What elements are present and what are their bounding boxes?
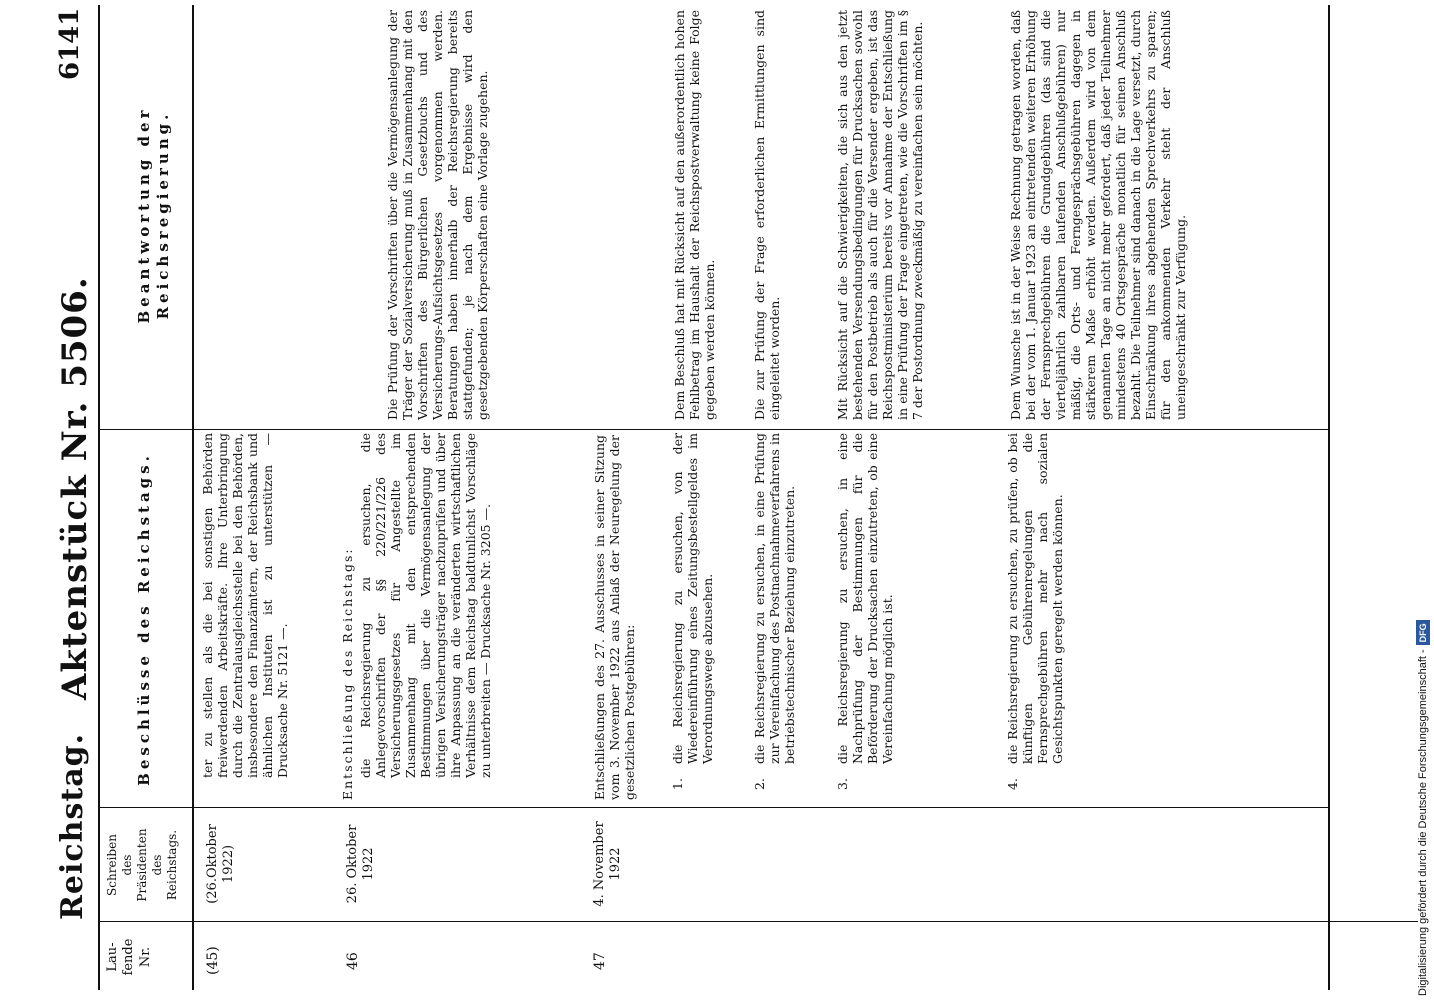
row-date: 4. November 1922 (592, 821, 623, 907)
row-beschluss-head: Entschließungen des 27. Ausschusses in seiner Sitzung vom 3. November 1922 aus Anlaß der Neuregelung der gesetzlichen Postgebühren: (592, 435, 637, 800)
row-rule-lower (1328, 5, 1330, 990)
col-rule-2 (98, 807, 1328, 808)
digitization-label: Digitalisierung gefördert durch die Deutsche Forschungsgemeinschaft - (1417, 649, 1429, 996)
col-rule-1 (98, 921, 1418, 922)
digitization-text (1410, 6, 1434, 996)
item-text: die Reichsregierung zu ersuchen, in eine Nachprüfung der Bestimmungen für die Beförderung der Drucksachen einzutreten, ob eine Vereinfachung möglich ist. (835, 433, 895, 764)
header-left (55, 733, 90, 920)
header-reichstag: Reichstag. (55, 732, 90, 920)
row-date: (26.Oktober 1922) (205, 824, 236, 904)
list-item (752, 433, 822, 790)
header-title: Aktenstück Nr. 5506. (55, 276, 95, 700)
row-antwort: Dem Wunsche ist in der Weise Rechnung getragen worden, daß bei der vom 1. Januar 1923 an eintretenden weiteren Erhöhung der Fernsprechgebühren die Grundgebühren (das sind die vierteljährlich zahlbaren laufenden Anschlußgebühren) nur mäßig, die Orts- und Ferngesprächsgebühren dagegen in stärkerem Maße erhöht werden. Außerdem wird von dem genannten Tage an nicht mehr gefordert, daß jeder Teilnehmer mindestens 40 Ortsgespräche monatlich für seinen Anschluß bezahlt. Die Teilnehmer sind danach in die Lage versetzt, durch Einschränkung ihres abgehenden Sprechverkehrs zu sparen; für den ankommenden Verkehr steht der Anschluß uneingeschränkt zur Verfügung. (1008, 10, 1188, 420)
item-text: die Reichsregierung zu ersuchen, in eine Prüfung zur Vereinfachung des Postnachnahmeverfahrens in betriebstechnischer Beziehung einzutreten. (752, 433, 797, 764)
list-item (670, 433, 740, 790)
list-item (1005, 433, 1075, 790)
row-antwort: Die zur Prüfung der Frage erforderlichen Ermittlungen sind eingeleitet worden. (752, 10, 782, 420)
row-antwort: Die Prüfung der Vorschriften über die Vermögensanlegung der Träger der Sozialversicherung muß in Zusammenhang mit den Vorschriften des Bürgerlichen Gesetzbuchs und des Versicherungs-Aufsichtsgesetzes vorgenommen werden. Beratungen haben innerhalb der Reichsregierung bereits stattgefunden; je nach dem Ergebnisse wird den gesetzgebenden Körperschaften eine Vorlage zugehen. (385, 10, 490, 420)
item-text: die Reichsregierung zu ersuchen, zu prüfen, ob bei künftigen Gebührenregelungen die Fernsprechgebühren mehr nach sozialen Gesichtspunkten geregelt werden können. (1005, 433, 1065, 764)
row-beschluss-head: Entschließung des Reichstags: (340, 547, 355, 800)
row-nr: 46 (345, 952, 361, 970)
header-bottom-rule (192, 5, 194, 990)
digitization-note (1406, 8, 1432, 998)
col-rule-3 (98, 429, 1328, 430)
row-antwort: Mit Rücksicht auf die Schwierigkeiten, die sich aus den jetzt bestehenden Versendungsbedingungen für Drucksachen sowohl für den Postbetrieb als auch für die Versender ergeben, ist das Reichspostministerium bereits vor Annahme der Entschließung in eine Prüfung der Frage eingetreten, wie die Vorschriften im § 7 der Postordnung zweckmäßig zu vereinfachen sein möchten. (835, 10, 925, 420)
item-number: 2. (752, 778, 767, 790)
dfg-logo: DFG (1416, 620, 1430, 645)
row-date: 26. Oktober 1922 (345, 824, 376, 904)
row-beschluss: die Reichsregierung zu ersuchen, die Anlegevorschriften der §§ 220/221/226 des Versicherungsgesetzes für Angestellte im Zusammenhang mit den entsprechenden Bestimmungen über die Vermögensanlegung der übrigen Versicherungsträger nachzuprüfen und über ihre Anpassung an die veränderten wirtschaftlichen Verhältnisse dem Reichstag baldtunlichst Vorschläge zu unterbreiten — Drucksache Nr. 3205 —. (358, 433, 493, 778)
colhead-lfd: Lau- fende Nr. (105, 938, 153, 976)
top-rule (98, 5, 100, 990)
colhead-beantwortung: Beantwortung der Reichsregierung. (135, 106, 172, 324)
colhead-beschluesse: Beschlüsse des Reichstags. (135, 452, 153, 786)
row-beschluss: ter zu stellen als die bei sonstigen Behörden freiwerdenden Arbeitskräfte. Ihre Unterbringung durch die Zentralausgleichsstelle bei den Behörden, insbesondere den Finanzämtern, der Reichsbank und ähnlichen Instituten ist zu unterstützen — Drucksache Nr. 5121 —. (200, 433, 290, 778)
item-text: die Reichsregierung zu ersuchen, von der Wiedereinführung eines Zeitungsbestellgeldes im Verordnungswege abzusehen. (670, 433, 715, 764)
item-number: 4. (1005, 778, 1020, 790)
row-antwort: Dem Beschluß hat mit Rücksicht auf den außerordentlich hohen Fehlbetrag im Haushalt der Reichspostverwaltung keine Folge gegeben werden können. (672, 10, 717, 420)
list-item (835, 433, 905, 790)
colhead-schreiben: Schreiben des Präsidenten des Reichstags. (105, 828, 179, 902)
row-nr: (45) (205, 946, 221, 975)
row-nr: 47 (592, 952, 608, 970)
item-number: 3. (835, 778, 850, 790)
page-number: 6141 (55, 7, 85, 80)
item-number: 1. (670, 778, 685, 790)
